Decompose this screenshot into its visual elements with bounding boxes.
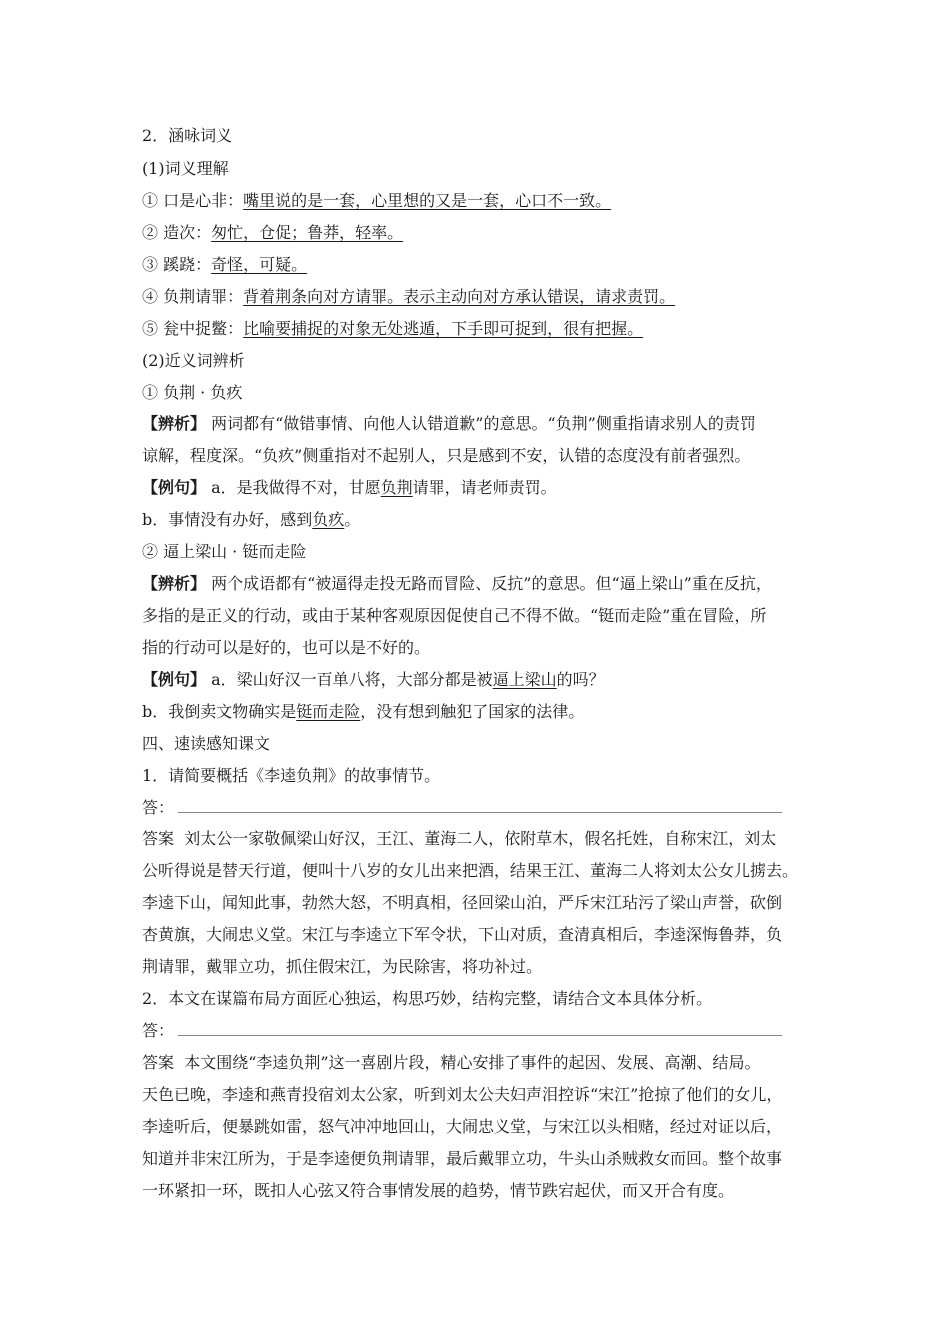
section-heading: 2．涵咏词义 [142,126,233,145]
answer-blank-line: 答： [142,798,822,818]
answer-line: 天色已晚，李逵和燕青投宿刘太公家，听到刘太公夫妇声泪控诉“宋江”抢掠了他们的女儿， [142,1085,783,1104]
answer-label: 答案 [142,829,175,848]
answer-label: 答案 [142,1053,175,1072]
synonym-pair-title: ① 负荆 · 负疚 [142,383,243,402]
example-label: 【例句】 [142,478,207,497]
underlined-word: 逼上梁山 [492,670,557,689]
answer-blank-line: 答： [142,1021,822,1041]
synonym-pair-title: ② 逼上梁山 · 铤而走险 [142,542,307,561]
vocab-item [142,191,822,211]
vocab-item [142,223,822,243]
vocab-term: ⑤ 瓮中捉鳖： [142,319,244,338]
underlined-word: 负疚 [312,510,345,529]
answer-line: 一环紧扣一环，既扣人心弦又符合事情发展的趋势，情节跌宕起伏，而又开合有度。 [142,1181,735,1200]
analysis-line: 多指的是正义的行动，或由于某种客观原因促使自己不得不做。“铤而走险”重在冒险，所 [142,606,767,625]
subheading-synonyms: (2)近义词辨析 [142,351,245,370]
analysis-line: 【辨析】 两词都有“做错事情、向他人认错道歉”的意思。“负荆”侧重指请求别人的责罚 [142,414,756,433]
vocab-definition: 嘴里说的是一套，心里想的又是一套，心口不一致。 [243,191,612,210]
answer-line: 答案 刘太公一家敬佩梁山好汉，王江、董海二人，依附草木，假名托姓，自称宋江，刘太 [142,829,777,848]
answer-line: 公听得说是替天行道，便叫十八岁的女儿出来把酒，结果王江、董海二人将刘太公女儿掳去。 [142,861,799,880]
answer-line: 杏黄旗，大闹忠义堂。宋江与李逵立下军令状，下山对质，查清真相后，李逵深悔鲁莽，负 [142,925,783,944]
analysis-line: 谅解，程度深。“负疚”侧重指对不起别人，只是感到不安，认错的态度没有前者强烈。 [142,446,751,465]
answer-line: 答案 本文围绕“李逵负荆”这一喜剧片段，精心安排了事件的起因、发展、高潮、结局。 [142,1053,761,1072]
answer-line: 荆请罪，戴罪立功，抓住假宋江，为民除害，将功补过。 [142,957,543,976]
example-label: 【例句】 [142,670,207,689]
analysis-label: 【辨析】 [142,414,207,433]
question: 1．请简要概括《李逵负荆》的故事情节。 [142,766,441,785]
question: 2．本文在谋篇布局方面匠心独运，构思巧妙，结构完整，请结合文本具体分析。 [142,989,713,1008]
vocab-term: ③ 蹊跷： [142,255,212,274]
example-line: 【例句】 a．是我做得不对，甘愿负荆请罪，请老师责罚。 [142,478,557,497]
analysis-line: 【辨析】 两个成语都有“被逼得走投无路而冒险、反抗”的意思。但“逼上梁山”重在反抗， [142,574,772,593]
underlined-word: 负荆 [380,478,413,497]
vocab-definition: 比喻要捕捉的对象无处逃遁，下手即可捉到，很有把握。 [243,319,644,338]
answer-line: 知道并非宋江所为，于是李逵便负荆请罪，最后戴罪立功，牛头山杀贼救女而回。整个故事 [142,1149,783,1168]
answer-blank [178,1023,782,1036]
example-line: 【例句】 a．梁山好汉一百单八将，大部分都是被逼上梁山的吗？ [142,670,605,689]
vocab-definition: 匆忙，仓促；鲁莽，轻率。 [211,223,404,242]
answer-line: 李逵听后，便暴跳如雷，怒气冲冲地回山，大闹忠义堂，与宋江以头相赌，经过对证以后， [142,1117,783,1136]
vocab-definition: 奇怪，可疑。 [211,255,308,274]
example-line: b．事情没有办好，感到负疚。 [142,510,361,529]
analysis-label: 【辨析】 [142,574,207,593]
vocab-item [142,319,822,339]
analysis-line: 指的行动可以是好的，也可以是不好的。 [142,638,431,657]
underlined-word: 铤而走险 [296,702,361,721]
subheading-word-meaning: (1)词义理解 [142,159,229,178]
vocab-item [142,255,822,275]
vocab-term: ④ 负荆请罪： [142,287,244,306]
vocab-term: ① 口是心非： [142,191,244,210]
section-heading: 四、速读感知课文 [142,734,271,753]
vocab-definition: 背着荆条向对方请罪。表示主动向对方承认错误，请求责罚。 [243,287,676,306]
vocab-term: ② 造次： [142,223,212,242]
example-line: b．我倒卖文物确实是铤而走险，没有想到触犯了国家的法律。 [142,702,585,721]
vocab-item [142,287,822,307]
answer-line: 李逵下山，闻知此事，勃然大怒，不明真相，径回梁山泊，严斥宋江玷污了梁山声誉，砍倒 [142,893,783,912]
answer-blank [178,800,782,813]
